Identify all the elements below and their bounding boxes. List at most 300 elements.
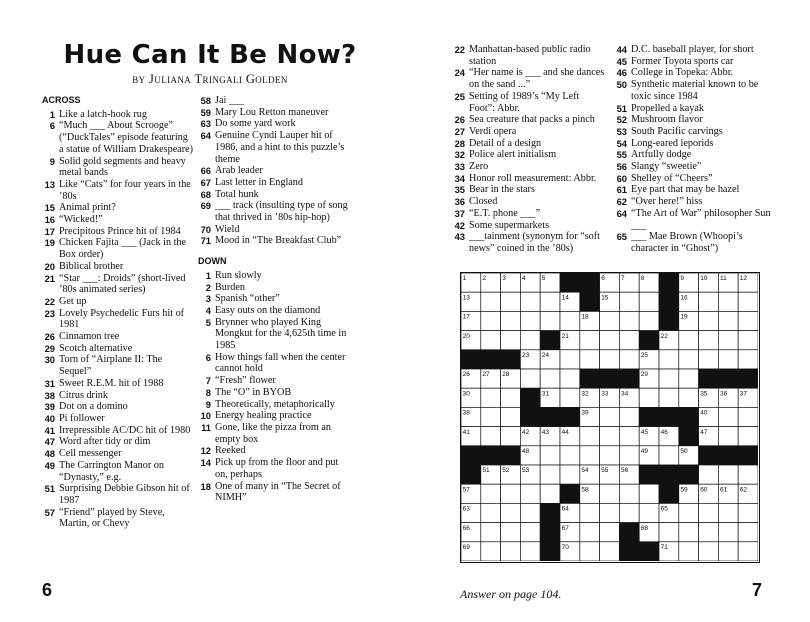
grid-block <box>540 523 560 542</box>
grid-number: 61 <box>720 486 728 494</box>
down-clue-6 <box>198 352 348 375</box>
grid-cell[interactable] <box>501 331 521 350</box>
grid-cell[interactable] <box>600 407 620 426</box>
clue-number: 17 <box>44 225 55 237</box>
clue-number: 3 <box>205 293 211 305</box>
grid-block <box>738 369 758 388</box>
grid-cell[interactable] <box>699 523 719 542</box>
clue-number: 37 <box>454 207 465 219</box>
grid-cell[interactable] <box>540 292 560 311</box>
grid-cell[interactable] <box>501 407 521 426</box>
grid-cell[interactable] <box>699 292 719 311</box>
grid-block <box>659 407 679 426</box>
across-clue-17 <box>42 226 194 238</box>
grid-number: 2 <box>482 275 487 283</box>
grid-block <box>659 311 679 330</box>
grid-cell[interactable] <box>718 503 738 522</box>
grid-cell[interactable] <box>520 503 540 522</box>
grid-cell[interactable] <box>738 311 758 330</box>
grid-cell[interactable] <box>520 484 540 503</box>
clue-text: Mood in “The Breakfast Club” <box>215 235 342 247</box>
clue-number: 70 <box>200 223 211 235</box>
grid-number: 68 <box>640 524 649 532</box>
grid-number: 13 <box>462 294 470 302</box>
grid-block <box>639 465 659 484</box>
grid-block <box>461 446 481 465</box>
crossword-grid-svg <box>461 273 758 561</box>
down-clue-51 <box>614 103 774 115</box>
grid-number: 33 <box>601 390 609 398</box>
grid-cell[interactable] <box>481 542 501 561</box>
clue-number: 51 <box>616 102 627 114</box>
grid-number: 21 <box>561 332 569 340</box>
grid-cell[interactable] <box>520 311 540 330</box>
clue-number: 26 <box>454 114 465 126</box>
grid-cell[interactable] <box>738 350 758 369</box>
across-clue-19 <box>42 237 194 260</box>
grid-cell[interactable] <box>639 311 659 330</box>
grid-number: 10 <box>700 275 708 283</box>
across-clue-1 <box>42 109 194 121</box>
clue-text: Easy outs on the diamond <box>215 304 321 316</box>
grid-cell[interactable] <box>738 331 758 350</box>
grid-number: 64 <box>561 505 569 513</box>
clue-number: 41 <box>44 424 55 436</box>
clue-text: Manhattan-based public radio station <box>469 44 591 67</box>
across-clue-57 <box>42 507 194 530</box>
grid-number: 3 <box>502 275 506 283</box>
grid-number: 51 <box>482 467 490 475</box>
grid-cell[interactable] <box>619 311 639 330</box>
clue-text: Mushroom flavor <box>631 114 703 126</box>
clue-text: Animal print? <box>59 202 116 214</box>
grid-number: 20 <box>462 332 470 340</box>
grid-cell[interactable] <box>481 407 501 426</box>
across-clue-71 <box>198 235 348 247</box>
grid-cell[interactable] <box>718 427 738 446</box>
grid-number: 14 <box>561 294 569 302</box>
grid-cell[interactable] <box>501 388 521 407</box>
clue-text: Setting of 1989’s “My Left Foot”: Abbr. <box>469 90 580 114</box>
clue-text: ___ Mae Brown (Whoopi’s character in “Ghost”) <box>631 231 743 254</box>
down-clue-43 <box>452 231 607 254</box>
grid-block <box>481 350 501 369</box>
clue-text: Like “Cats” for four years in the ’80s <box>59 178 191 202</box>
grid-cell[interactable] <box>501 427 521 446</box>
grid-cell[interactable] <box>718 523 738 542</box>
grid-cell[interactable] <box>718 407 738 426</box>
grid-number: 62 <box>739 486 748 494</box>
clue-text: Former Toyota sports car <box>631 55 734 67</box>
clue-text: Honor roll measurement: Abbr. <box>469 172 597 184</box>
grid-cell[interactable] <box>718 350 738 369</box>
grid-number: 44 <box>561 428 569 436</box>
down-clue-10 <box>198 410 348 422</box>
grid-number: 12 <box>739 275 748 283</box>
grid-cell[interactable] <box>600 542 620 561</box>
grid-block <box>580 292 600 311</box>
grid-number: 56 <box>621 467 629 475</box>
clue-text: ___tainment (synonym for “soft news” coined in the ’80s) <box>469 231 600 254</box>
grid-cell[interactable] <box>481 427 501 446</box>
grid-number: 59 <box>680 486 688 494</box>
clue-text: Zero <box>469 161 489 173</box>
clue-text: “Friend” played by Steve, Martin, or Chevy <box>59 506 165 530</box>
grid-cell[interactable] <box>619 446 639 465</box>
down-clue-7 <box>198 375 348 387</box>
grid-cell[interactable] <box>738 523 758 542</box>
grid-number: 37 <box>739 390 748 398</box>
grid-cell[interactable] <box>738 503 758 522</box>
grid-cell[interactable] <box>619 331 639 350</box>
across-clue-38 <box>42 390 194 402</box>
clue-number: 46 <box>616 67 627 79</box>
grid-cell[interactable] <box>580 542 600 561</box>
clue-number: 24 <box>454 67 465 79</box>
grid-cell[interactable] <box>600 523 620 542</box>
down-clue-64 <box>614 208 774 231</box>
grid-cell[interactable] <box>600 427 620 446</box>
grid-number: 69 <box>462 544 470 551</box>
clue-number: 1 <box>49 108 55 120</box>
clue-text: Wield <box>215 223 240 235</box>
grid-block <box>540 407 560 426</box>
down-clue-53 <box>614 126 774 138</box>
clue-number: 64 <box>200 130 211 142</box>
across-clue-16 <box>42 214 194 226</box>
grid-cell[interactable] <box>600 331 620 350</box>
grid-cell[interactable] <box>481 484 501 503</box>
grid-cell[interactable] <box>520 292 540 311</box>
clue-number: 18 <box>200 480 211 492</box>
clue-number: 1 <box>205 269 211 281</box>
clue-number: 31 <box>44 377 55 389</box>
grid-block <box>461 350 481 369</box>
grid-cell[interactable] <box>679 523 699 542</box>
grid-block <box>540 503 560 522</box>
clue-number: 55 <box>616 149 627 161</box>
across-clue-58 <box>198 95 348 107</box>
grid-cell[interactable] <box>520 542 540 561</box>
grid-block <box>639 542 659 561</box>
grid-cell[interactable] <box>679 542 699 561</box>
clue-text: Irrepressible AC/DC hit of 1980 <box>59 424 191 436</box>
grid-number: 60 <box>700 486 708 494</box>
down-clue-27 <box>452 126 607 138</box>
grid-cell[interactable] <box>580 427 600 446</box>
grid-block <box>560 407 580 426</box>
clue-number: 36 <box>454 196 465 208</box>
grid-block <box>520 388 540 407</box>
clue-text: Bear in the stars <box>469 184 535 196</box>
clue-text: “Over here!” hiss <box>631 196 703 208</box>
clue-number: 9 <box>49 155 55 167</box>
across-clue-41 <box>42 425 194 437</box>
grid-number: 35 <box>700 390 708 398</box>
grid-cell[interactable] <box>718 311 738 330</box>
grid-number: 40 <box>700 409 708 417</box>
grid-cell[interactable] <box>520 331 540 350</box>
across-clue-31 <box>42 378 194 390</box>
grid-cell[interactable] <box>679 388 699 407</box>
clue-text: Total hunk <box>215 188 259 200</box>
clue-number: 54 <box>616 137 627 149</box>
grid-cell[interactable] <box>481 292 501 311</box>
grid-cell[interactable] <box>501 503 521 522</box>
grid-cell[interactable] <box>619 407 639 426</box>
grid-cell[interactable] <box>600 311 620 330</box>
grid-cell[interactable] <box>501 311 521 330</box>
grid-cell[interactable] <box>659 446 679 465</box>
grid-cell[interactable] <box>540 484 560 503</box>
grid-cell[interactable] <box>560 350 580 369</box>
grid-cell[interactable] <box>481 311 501 330</box>
across-clue-15 <box>42 202 194 214</box>
clue-number: 22 <box>44 295 55 307</box>
grid-cell[interactable] <box>738 465 758 484</box>
clue-number: 6 <box>49 120 55 132</box>
grid-cell[interactable] <box>639 388 659 407</box>
clue-number: 6 <box>205 351 211 363</box>
across-clue-6 <box>42 120 194 155</box>
clue-number: 20 <box>44 260 55 272</box>
down-clue-33 <box>452 161 607 173</box>
clue-text: Surprising Debbie Gibson hit of 1987 <box>59 483 190 506</box>
clue-text: “E.T. phone ___” <box>469 207 541 219</box>
grid-cell[interactable] <box>481 523 501 542</box>
grid-cell[interactable] <box>738 427 758 446</box>
grid-cell[interactable] <box>501 523 521 542</box>
grid-cell[interactable] <box>699 465 719 484</box>
clue-number: 7 <box>205 375 211 387</box>
grid-number: 41 <box>462 428 470 436</box>
grid-cell[interactable] <box>560 311 580 330</box>
down-clue-50 <box>614 79 774 102</box>
grid-cell[interactable] <box>619 484 639 503</box>
clue-number: 42 <box>454 219 465 231</box>
grid-cell[interactable] <box>679 369 699 388</box>
clue-number: 63 <box>200 118 211 130</box>
grid-number: 19 <box>680 313 688 321</box>
grid-cell[interactable] <box>738 292 758 311</box>
grid-cell[interactable] <box>580 331 600 350</box>
grid-cell[interactable] <box>501 542 521 561</box>
grid-number: 49 <box>640 448 649 455</box>
grid-number: 50 <box>680 448 688 455</box>
grid-number: 48 <box>522 448 530 455</box>
grid-cell[interactable] <box>580 503 600 522</box>
grid-cell[interactable] <box>738 407 758 426</box>
grid-number: 6 <box>601 275 605 283</box>
clue-number: 29 <box>44 342 55 354</box>
down-clue-1 <box>198 270 348 282</box>
grid-block <box>540 331 560 350</box>
grid-cell[interactable] <box>738 542 758 561</box>
clue-number: 4 <box>205 304 211 316</box>
down-clue-22 <box>452 44 607 67</box>
across-clue-64 <box>198 130 348 165</box>
clue-text: Brynner who played King Mongkut for the 4,625th time in 1985 <box>215 316 347 352</box>
grid-cell[interactable] <box>679 503 699 522</box>
grid-cell[interactable] <box>560 446 580 465</box>
clue-text: Gone, like the pizza from an empty box <box>215 421 331 445</box>
grid-block <box>520 407 540 426</box>
grid-cell[interactable] <box>659 350 679 369</box>
grid-number: 45 <box>640 428 649 436</box>
grid-number: 7 <box>621 275 625 283</box>
clue-text: Police alert initialism <box>469 149 557 161</box>
grid-cell[interactable] <box>540 446 560 465</box>
grid-number: 26 <box>462 371 470 379</box>
grid-number: 32 <box>581 390 589 398</box>
clue-number: 65 <box>616 231 627 243</box>
clue-number: 64 <box>616 207 627 219</box>
grid-cell[interactable] <box>520 523 540 542</box>
grid-cell[interactable] <box>560 388 580 407</box>
clue-number: 21 <box>44 272 55 284</box>
clue-number: 27 <box>454 125 465 137</box>
clue-text: Detail of a design <box>469 137 542 149</box>
clue-number: 68 <box>200 188 211 200</box>
grid-cell[interactable] <box>659 369 679 388</box>
clue-text: “Much ___ About Scrooge” (“DuckTales” episode featuring a statue of William Drakespeare) <box>59 120 194 155</box>
clue-number: 22 <box>454 44 465 55</box>
grid-cell[interactable] <box>600 350 620 369</box>
grid-cell[interactable] <box>481 503 501 522</box>
clue-text: The Carrington Manor on “Dynasty,” e.g. <box>59 459 164 483</box>
grid-cell[interactable] <box>619 427 639 446</box>
grid-cell[interactable] <box>659 388 679 407</box>
clue-text: Torn of “Airplane II: The Sequel” <box>59 354 163 378</box>
grid-cell[interactable] <box>560 369 580 388</box>
grid-cell[interactable] <box>718 331 738 350</box>
across-header: ACROSS <box>42 95 81 105</box>
across-clue-67 <box>198 177 348 189</box>
grid-number: 46 <box>660 428 668 436</box>
down-clue-24 <box>452 67 607 90</box>
grid-cell[interactable] <box>699 311 719 330</box>
grid-cell[interactable] <box>540 465 560 484</box>
grid-cell[interactable] <box>718 292 738 311</box>
down-clue-61 <box>614 184 774 196</box>
grid-block <box>501 446 521 465</box>
down-clue-11 <box>198 422 348 445</box>
grid-cell[interactable] <box>699 331 719 350</box>
clue-text: Lovely Psychedelic Furs hit of 1981 <box>59 307 185 331</box>
grid-cell[interactable] <box>600 484 620 503</box>
grid-number: 55 <box>601 467 609 475</box>
across-clue-51 <box>42 483 194 506</box>
clue-number: 34 <box>454 172 465 184</box>
clue-number: 25 <box>454 90 465 102</box>
grid-cell[interactable] <box>659 523 679 542</box>
grid-number: 25 <box>640 352 649 359</box>
grid-number: 63 <box>462 505 470 513</box>
grid-cell[interactable] <box>718 542 738 561</box>
clue-text: Shelley of “Cheers” <box>631 172 713 184</box>
clue-text: “The Art of War” philosopher Sun ___ <box>631 207 771 231</box>
grid-cell[interactable] <box>699 542 719 561</box>
clue-number: 8 <box>205 386 211 398</box>
clue-number: 26 <box>44 331 55 343</box>
grid-cell[interactable] <box>600 446 620 465</box>
clue-text: Like a latch-hook rug <box>59 108 147 120</box>
down-clue-45 <box>614 56 774 68</box>
grid-number: 30 <box>462 390 470 398</box>
grid-cell[interactable] <box>679 350 699 369</box>
down-clue-28 <box>452 138 607 150</box>
grid-number: 22 <box>660 332 668 340</box>
grid-cell[interactable] <box>619 350 639 369</box>
grid-cell[interactable] <box>619 503 639 522</box>
page-number-right: 7 <box>752 580 763 600</box>
grid-number: 42 <box>522 428 530 436</box>
clue-number: 52 <box>616 114 627 126</box>
grid-cell[interactable] <box>501 292 521 311</box>
clue-text: D.C. baseball player, for short <box>631 44 754 55</box>
grid-cell[interactable] <box>540 311 560 330</box>
clue-text: “Her name is ___ and she dances on the sand ...” <box>469 67 605 91</box>
grid-block <box>718 369 738 388</box>
grid-cell[interactable] <box>619 292 639 311</box>
grid-cell[interactable] <box>580 446 600 465</box>
grid-cell[interactable] <box>520 369 540 388</box>
clue-text: Get up <box>59 295 87 307</box>
clue-number: 43 <box>454 231 465 243</box>
grid-block <box>461 465 481 484</box>
grid-block <box>501 350 521 369</box>
grid-cell[interactable] <box>699 503 719 522</box>
grid-cell[interactable] <box>540 369 560 388</box>
grid-cell[interactable] <box>699 350 719 369</box>
across-clue-70 <box>198 224 348 236</box>
grid-cell[interactable] <box>600 503 620 522</box>
clue-text: Pick up from the floor and put on, perhaps <box>215 457 339 480</box>
grid-cell[interactable] <box>639 503 659 522</box>
grid-number: 39 <box>581 409 589 417</box>
clue-text: Closed <box>469 196 498 208</box>
grid-cell[interactable] <box>718 465 738 484</box>
clue-text: “Wicked!” <box>59 214 103 226</box>
clue-text: Solid gold segments and heavy metal bands <box>59 155 186 179</box>
grid-number: 66 <box>462 524 470 532</box>
clue-number: 53 <box>616 125 627 137</box>
grid-cell[interactable] <box>481 388 501 407</box>
grid-number: 67 <box>561 524 569 532</box>
grid-number: 65 <box>660 505 668 513</box>
across-clue-39 <box>42 401 194 413</box>
grid-cell[interactable] <box>580 350 600 369</box>
grid-block <box>540 542 560 561</box>
grid-cell[interactable] <box>481 331 501 350</box>
grid-number: 5 <box>541 275 546 283</box>
grid-cell[interactable] <box>639 484 659 503</box>
clue-number: 44 <box>616 44 627 55</box>
grid-cell[interactable] <box>501 484 521 503</box>
down-clue-18 <box>198 481 348 504</box>
down-clue-54 <box>614 138 774 150</box>
clue-number: 49 <box>44 459 55 471</box>
clue-number: 45 <box>616 55 627 67</box>
clue-text: Last letter in England <box>215 176 303 188</box>
down-clue-12 <box>198 445 348 457</box>
grid-cell[interactable] <box>580 523 600 542</box>
clue-text: Energy healing practice <box>215 410 312 422</box>
grid-cell[interactable] <box>639 292 659 311</box>
grid-cell[interactable] <box>560 465 580 484</box>
grid-cell[interactable] <box>679 331 699 350</box>
grid-number: 47 <box>700 428 708 436</box>
